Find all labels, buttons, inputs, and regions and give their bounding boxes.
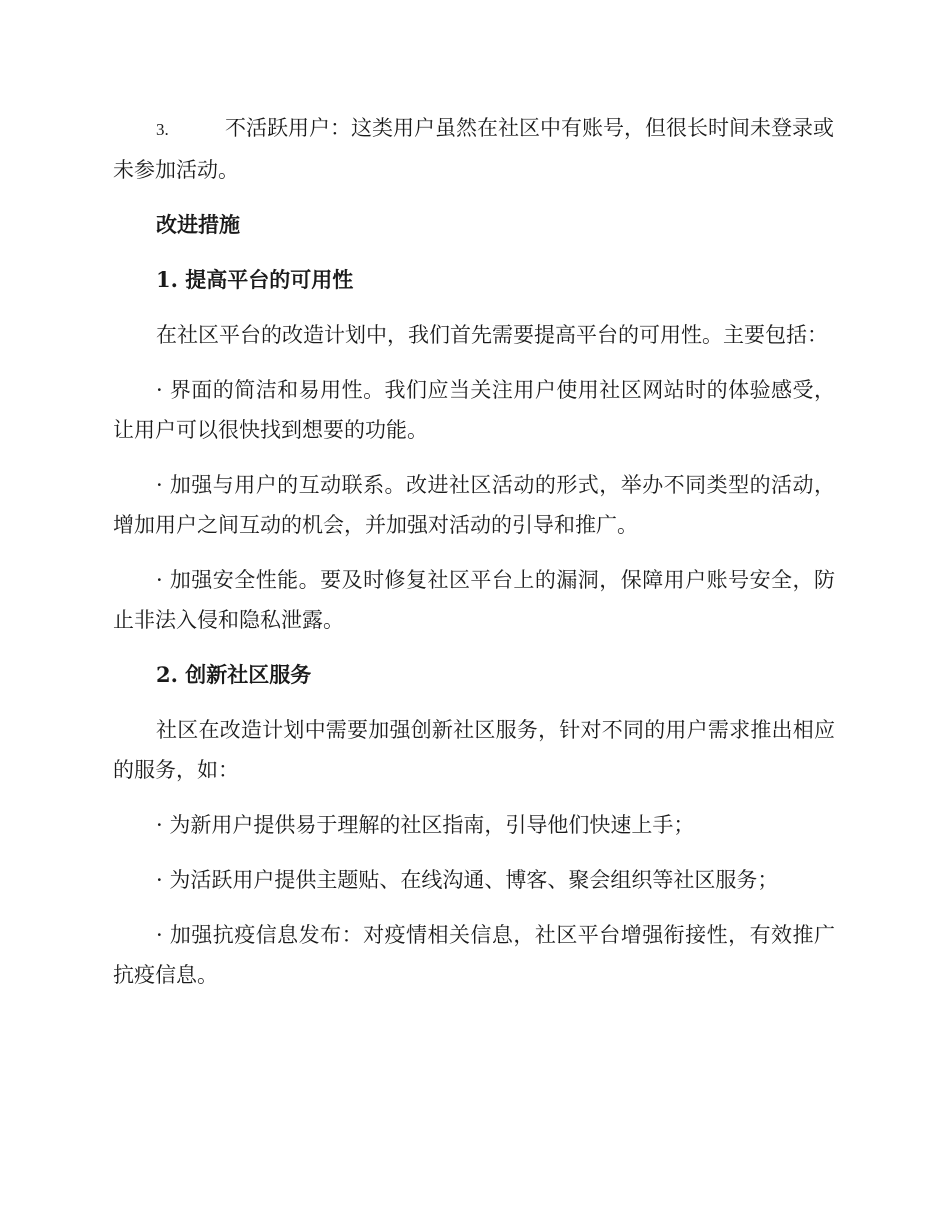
bullet-item: · 加强抗疫信息发布：对疫情相关信息，社区平台增强衔接性，有效推广抗疫信息。	[113, 923, 835, 987]
bullet-item: · 加强安全性能。要及时修复社区平台上的漏洞，保障用户账号安全，防止非法入侵和隐私泄露。	[113, 568, 835, 632]
document-page	[113, 108, 835, 1010]
bullet-item: · 界面的简洁和易用性。我们应当关注用户使用社区网站时的体验感受，让用户可以很快找到想要的功能。	[113, 378, 835, 442]
list-item-inactive-users	[113, 108, 835, 190]
bullet-item: · 为新用户提供易于理解的社区指南，引导他们快速上手；	[156, 813, 695, 837]
bullet-item: · 加强与用户的互动联系。改进社区活动的形式，举办不同类型的活动，增加用户之间互动的机会，并加强对活动的引导和推广。	[113, 473, 835, 537]
subsection-title-services: 2. 创新社区服务	[156, 662, 312, 687]
section-title: 改进措施	[156, 212, 240, 237]
paragraph-usability-intro: 在社区平台的改造计划中，我们首先需要提高平台的可用性。主要包括：	[156, 323, 828, 347]
bullet-item: · 为活跃用户提供主题贴、在线沟通、博客、聚会组织等社区服务；	[156, 868, 779, 892]
paragraph-services-intro: 社区在改造计划中需要加强创新社区服务，针对不同的用户需求推出相应的服务，如：	[113, 718, 835, 782]
list-item-text: 不活跃用户：这类用户虽然在社区中有账号，但很长时间未登录或未参加活动。	[113, 116, 834, 182]
list-number: 3.	[156, 120, 169, 139]
subsection-title-usability: 1. 提高平台的可用性	[156, 267, 354, 292]
